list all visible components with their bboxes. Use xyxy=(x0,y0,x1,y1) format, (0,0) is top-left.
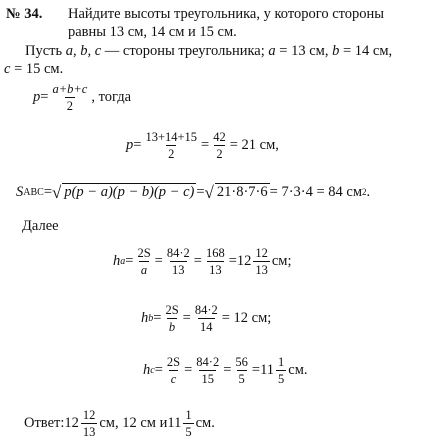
answer-line: Ответ: 12 $\frac{12}{13}$ см, 12 см и 11 $\frac{1}{5}$ см. xyxy=(24,408,215,439)
sqrt-icon: √ xyxy=(204,182,214,202)
problem-number: № 34. xyxy=(6,6,43,22)
height-c-formula: h c = $\frac{2S}{c}$ = $\frac{84\cdot 2}{15}$ = $\frac{56}{5}$ = 11 $\frac{1}{5}$ см. xyxy=(143,355,308,386)
semiperimeter-calculation: p = $\frac{13+14+15}{2}$ = $\frac{42}{2}$ = 21 см, xyxy=(126,130,279,161)
semiperimeter-fraction: $\frac{a+b+c}{2}$ xyxy=(52,82,88,113)
height-a-formula: h a = $\frac{2S}{a}$ = $\frac{84\cdot 2}{13}$ = $\frac{168}{13}$ = 12 $\frac{12}{13}$ см; xyxy=(113,246,292,277)
problem-statement-line1: Найдите высоты треугольника, у которого стороны xyxy=(68,6,385,22)
height-b-formula: h b = $\frac{2S}{b}$ = $\frac{84\cdot 2}{14}$ = 12 см; xyxy=(141,303,272,334)
problem-statement-line2: равны 13 см, 14 см и 15 см. xyxy=(68,24,237,40)
semiperimeter-formula: p = $\frac{a+b+c}{2}$ , тогда xyxy=(33,82,132,113)
area-formula: S ABC = √ p(p − a)(p − b)(p − c) = √ 21·8·7·6 = 7·3·4 = 84 см 2 . xyxy=(16,182,371,202)
sqrt-icon: √ xyxy=(52,182,62,202)
intro-line1: Пусть a, b, c — стороны треугольника; a = 13 см, b = 14 см, xyxy=(25,43,393,59)
intro-line2: c = 15 см. xyxy=(4,61,64,77)
further-label: Далее xyxy=(22,218,59,234)
